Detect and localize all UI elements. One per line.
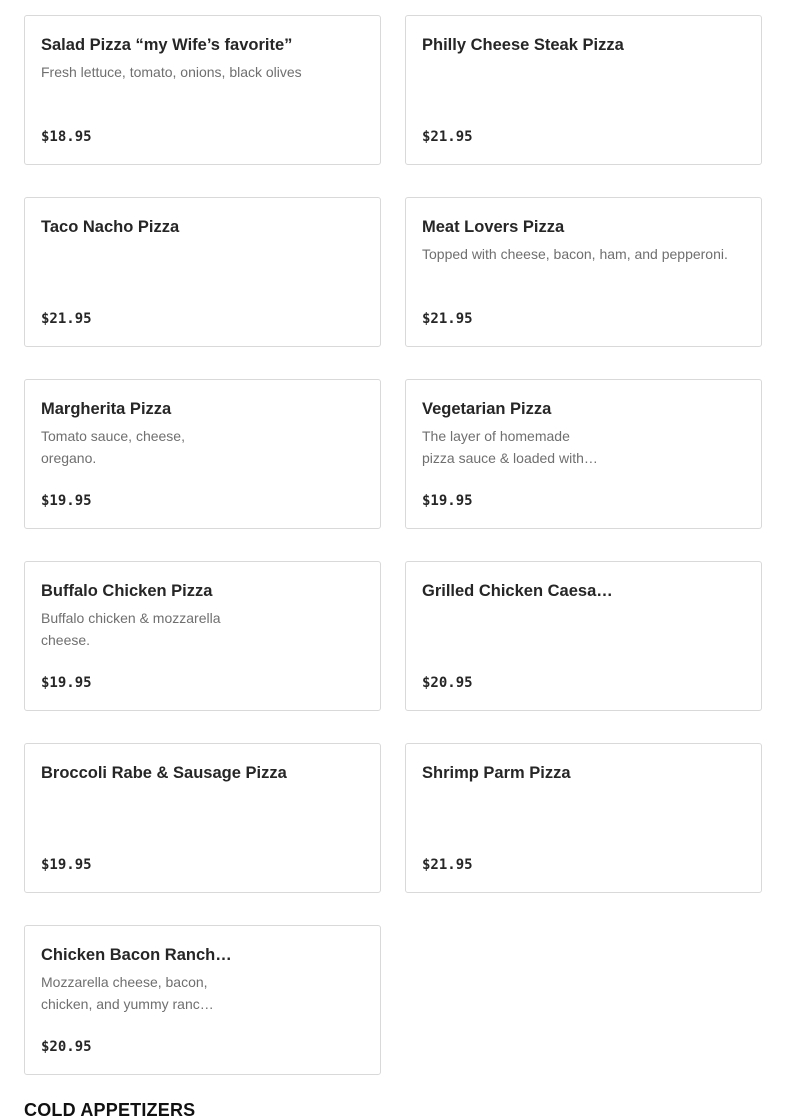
menu-item-name: Margherita Pizza xyxy=(41,400,172,418)
menu-item-description: Topped with cheese, bacon, ham, and pepperoni. xyxy=(422,246,728,262)
menu-item-name: Buffalo Chicken Pizza xyxy=(41,582,213,600)
menu-item-description: Tomato sauce, cheese, oregano. xyxy=(41,428,185,466)
menu-item-name: Meat Lovers Pizza xyxy=(422,218,565,236)
menu-item-card[interactable] xyxy=(24,197,381,347)
menu-item-price: $19.95 xyxy=(41,675,92,691)
menu-item-price: $18.95 xyxy=(41,129,92,145)
menu-item-price: $21.95 xyxy=(422,129,473,145)
menu-item-price: $21.95 xyxy=(422,857,473,873)
section-title: COLD APPETIZERS xyxy=(24,1100,196,1119)
menu-item-card[interactable] xyxy=(405,743,762,893)
menu-item-description: Mozzarella cheese, bacon, chicken, and yummy ranc… xyxy=(41,974,214,1012)
menu-item-card[interactable] xyxy=(24,15,381,165)
menu-item-name: Vegetarian Pizza xyxy=(422,400,552,418)
menu-item-name: Grilled Chicken Caesa… xyxy=(422,582,613,600)
menu-item-price: $19.95 xyxy=(41,857,92,873)
menu-item-price: $20.95 xyxy=(41,1039,92,1055)
menu-item-card[interactable] xyxy=(24,925,381,1075)
menu-item-card[interactable] xyxy=(24,379,381,529)
menu-item-price: $19.95 xyxy=(41,493,92,509)
menu-item-name: Taco Nacho Pizza xyxy=(41,218,180,236)
menu-item-price: $19.95 xyxy=(422,493,473,509)
menu-item-description: The layer of homemade pizza sauce & loaded with… xyxy=(422,428,598,466)
menu-item-price: $21.95 xyxy=(422,311,473,327)
menu-item-card[interactable] xyxy=(24,743,381,893)
menu-item-name: Chicken Bacon Ranch… xyxy=(41,946,232,964)
menu-item-description: Buffalo chicken & mozzarella cheese. xyxy=(41,610,221,648)
menu-item-card[interactable] xyxy=(405,379,762,529)
menu-item-card[interactable] xyxy=(24,561,381,711)
menu-item-name: Shrimp Parm Pizza xyxy=(422,764,571,782)
menu-item-price: $20.95 xyxy=(422,675,473,691)
menu-item-name: Broccoli Rabe & Sausage Pizza xyxy=(41,764,287,782)
menu-item-card[interactable] xyxy=(405,15,762,165)
menu-item-name: Philly Cheese Steak Pizza xyxy=(422,36,624,54)
menu-item-price: $21.95 xyxy=(41,311,92,327)
menu-item-card[interactable] xyxy=(405,561,762,711)
menu-item-name: Salad Pizza “my Wife’s favorite” xyxy=(41,36,293,54)
menu-item-card[interactable] xyxy=(405,197,762,347)
menu-item-description: Fresh lettuce, tomato, onions, black olives xyxy=(41,64,302,80)
